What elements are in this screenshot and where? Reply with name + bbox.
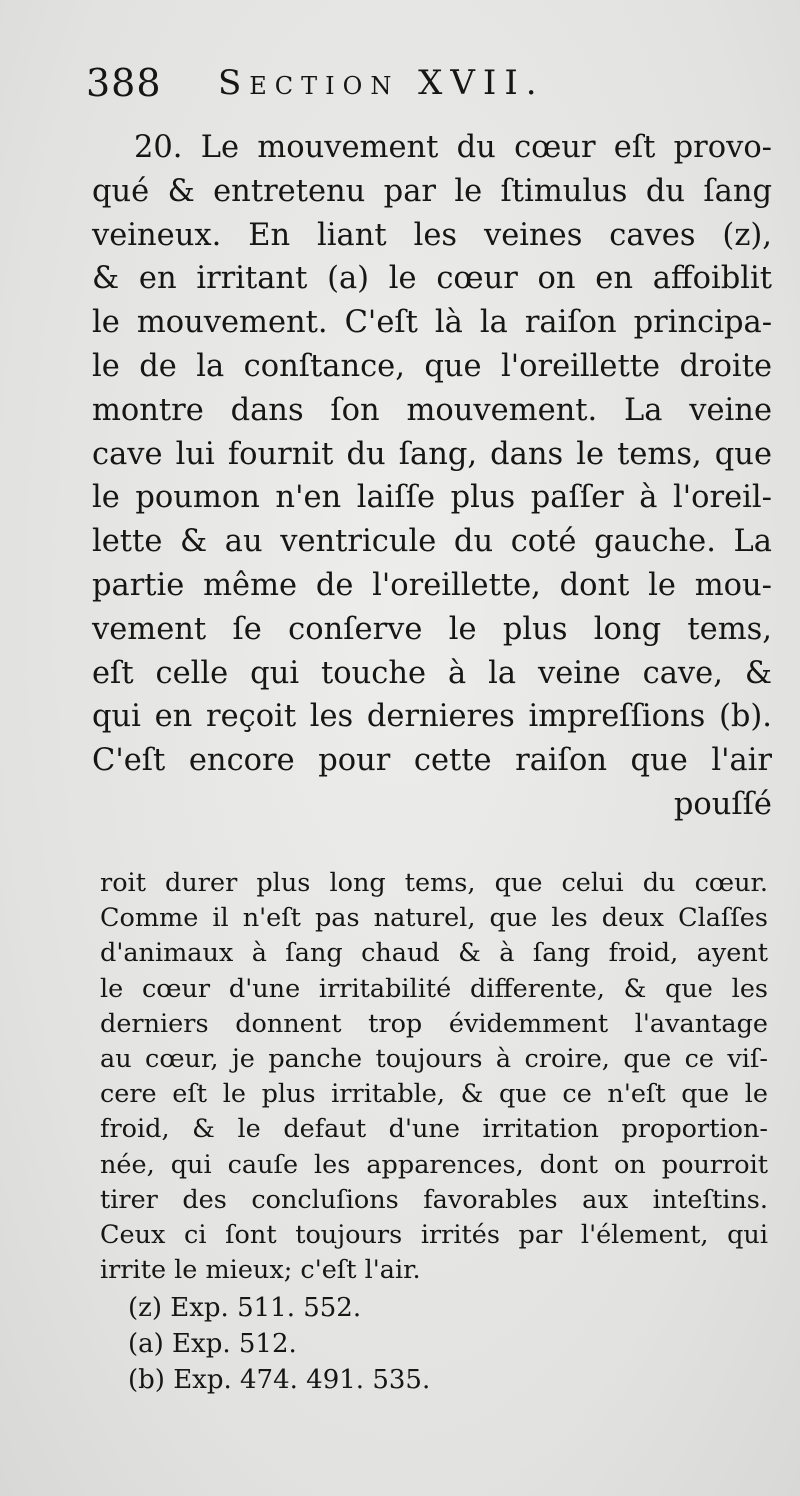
text-line: partie même de l'oreillette, dont le mou-: [92, 567, 772, 603]
main-paragraph: [92, 126, 772, 827]
text-line: qui en reçoit les dernieres impreſſions (b).: [92, 699, 772, 735]
text-line: qué & entretenu par le ſtimulus du ſang: [92, 173, 772, 209]
catchword: pouſſé: [673, 786, 772, 822]
text-line: montre dans ſon mouvement. La veine: [92, 392, 772, 428]
text-line: cave lui fournit du ſang, dans le tems, que: [92, 436, 772, 472]
note-paragraph: [100, 866, 768, 1288]
text-line: eſt celle qui touche à la veine cave, &: [92, 655, 772, 691]
text-line: le mouvement. C'eſt là la raiſon principa-: [92, 305, 772, 341]
running-head: Section XVII.: [218, 63, 545, 103]
text-line: vement ſe conſerve le plus long tems,: [92, 611, 772, 647]
note-line: Ceux ci ſont toujours irrités par l'élement, qui: [100, 1219, 768, 1250]
note-line: roit durer plus long tems, que celui du cœur.: [100, 868, 768, 898]
note-line: le cœur d'une irritabilité differente, & que les: [100, 973, 768, 1004]
page-header: [86, 58, 706, 108]
note-line: derniers donnent trop évidemment l'avantage: [100, 1008, 768, 1039]
note-line: irrite le mieux; c'eſt l'air.: [100, 1255, 421, 1286]
text-line: veineux. En liant les veines caves (z),: [92, 217, 772, 253]
note-line: cere eſt le plus irritable, & que ce n'eſt que le: [100, 1079, 768, 1110]
note-line: d'animaux à ſang chaud & à ſang froid, ayent: [100, 938, 768, 969]
text-line: le de la conſtance, que l'oreillette droite: [92, 348, 772, 384]
text-line: lette & au ventricule du coté gauche. La: [92, 524, 772, 560]
footnote-b: (b) Exp. 474. 491. 535.: [128, 1365, 431, 1395]
footnote-a: (a) Exp. 512.: [128, 1329, 297, 1359]
text-line: C'eſt encore pour cette raiſon que l'air: [92, 743, 772, 779]
note-line: tirer des concluſions favorables aux inteſtins.: [100, 1184, 768, 1215]
note-line: née, qui cauſe les apparences, dont on pourroit: [100, 1149, 768, 1180]
note-line: froid, & le defaut d'une irritation proportion-: [100, 1114, 768, 1145]
footnote-z: (z) Exp. 511. 552.: [128, 1293, 362, 1323]
footnotes: [128, 1290, 688, 1398]
note-line: Comme il n'eſt pas naturel, que les deux Claſſes: [100, 903, 768, 934]
page-number: 388: [86, 61, 162, 105]
text-line: 20. Le mouvement du cœur eſt provo-: [134, 130, 772, 165]
text-line: & en irritant (a) le cœur on en affoiblit: [92, 261, 772, 297]
text-line: le poumon n'en laiſſe plus paſſer à l'oreil-: [92, 480, 772, 516]
note-line: au cœur, je panche toujours à croire, que ce viſ-: [100, 1043, 768, 1074]
